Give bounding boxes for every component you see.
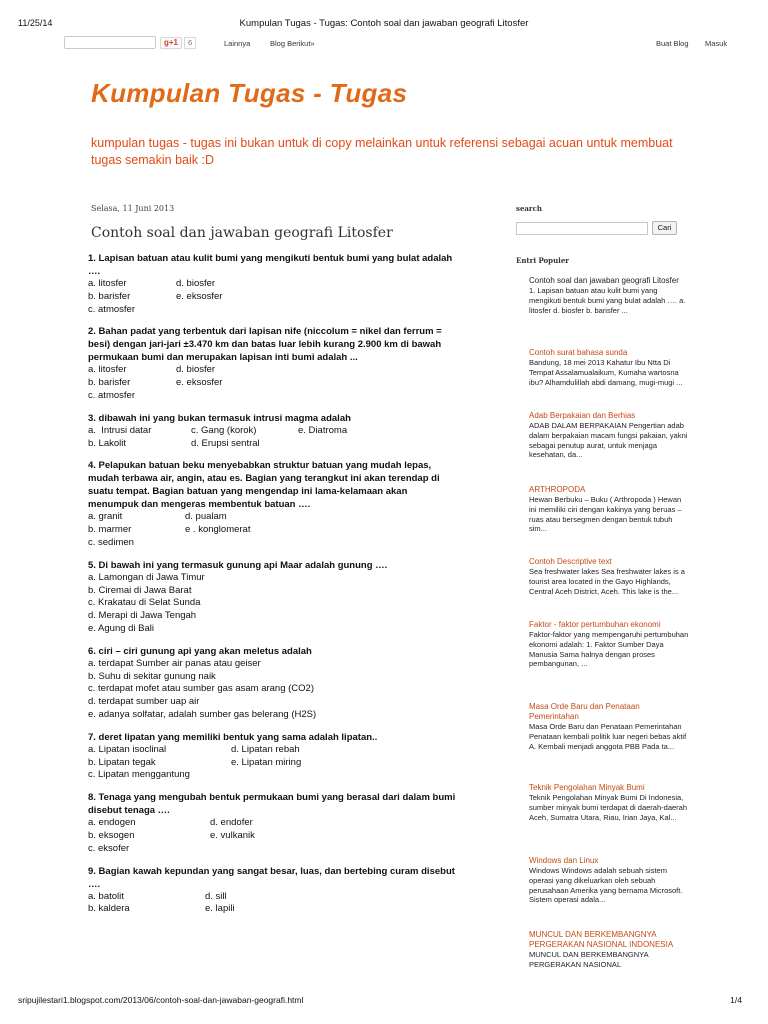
popular-post-item xyxy=(529,276,689,315)
answer-option: a. Lamongan di Jawa Timur xyxy=(88,571,205,583)
answer-option: d. sill xyxy=(205,890,227,902)
answer-option: c. sedimen xyxy=(88,536,134,548)
popular-post-item xyxy=(529,557,689,596)
popular-post-title-link[interactable]: Faktor - faktor pertumbuhan ekonomi xyxy=(529,620,661,629)
option-row xyxy=(88,891,458,904)
popular-post-snippet: ADAB DALAM BERPAKAIAN Pengertian adab dalam berpakaian macam fungsi pakaian, yakni sebagai penutup aurat, untuk menjaga kesehatan, da... xyxy=(529,421,688,460)
popular-post-title-link[interactable]: Contoh Descriptive text xyxy=(529,557,612,566)
option-row xyxy=(88,817,458,830)
answer-option: b. Lakolit xyxy=(88,437,127,449)
answer-option: d. biosfer xyxy=(176,364,216,376)
popular-post-item xyxy=(529,620,689,669)
answer-option: c. eksofer xyxy=(88,842,130,854)
sidebar-search-heading: search xyxy=(516,204,542,213)
answer-option: e. eksosfer xyxy=(176,377,223,389)
question-block xyxy=(88,252,458,316)
option-row xyxy=(88,572,458,585)
option-row xyxy=(88,843,458,856)
question-text: 8. Tenaga yang mengubah bentuk permukaan bumi yang berasal dari dalam bumi disebut tenaga …. xyxy=(88,792,456,817)
answer-option: e. lapili xyxy=(205,903,235,915)
blogger-navbar xyxy=(56,36,736,52)
answer-option: b. Lipatan tegak xyxy=(88,756,156,768)
answer-option: c. Gang (korok) xyxy=(191,424,257,436)
popular-post-title-link[interactable]: Windows dan Linux xyxy=(529,856,599,865)
popular-post-item xyxy=(529,930,689,970)
print-date: 11/25/14 xyxy=(18,18,53,28)
navbar-next-blog-link[interactable]: Blog Berikut» xyxy=(270,39,315,48)
answer-option: c. Krakatau di Selat Sunda xyxy=(88,597,201,609)
post-title[interactable]: Contoh soal dan jawaban geografi Litosfer xyxy=(91,225,393,241)
answer-option: c. Lipatan menggantung xyxy=(88,769,190,781)
question-block xyxy=(88,645,458,722)
option-row xyxy=(88,425,458,438)
question-text: 3. dibawah ini yang bukan termasuk intrusi magma adalah xyxy=(88,412,351,424)
popular-post-title-link[interactable]: Contoh surat bahasa sunda xyxy=(529,348,628,357)
answer-option: e . konglomerat xyxy=(185,524,251,536)
answer-option: a. litosfer xyxy=(88,364,127,376)
question-text: 7. deret lipatan yang memiliki bentuk yang sama adalah lipatan.. xyxy=(88,731,378,743)
question-text: 4. Pelapukan batuan beku menyebabkan struktur batuan yang mudah lepas, mudah terbawa air, angin, atau es. Bagian yang terangkut ini akan terendap di suatu tempat. Bagian batuan yang mengendap ini lama-kelamaan akan menumpuk dan mengeras membentuk batuan …. xyxy=(88,460,440,511)
question-block xyxy=(88,865,458,917)
answer-option: b. barisfer xyxy=(88,377,131,389)
option-row xyxy=(88,709,458,722)
answer-option: d. Merapi di Jawa Tengah xyxy=(88,610,197,622)
gplus-button[interactable]: g+1 xyxy=(160,37,182,49)
option-row xyxy=(88,830,458,843)
popular-post-item xyxy=(529,411,689,460)
answer-option: e. Lipatan miring xyxy=(231,756,302,768)
answer-option: d. terdapat sumber uap air xyxy=(88,696,200,708)
popular-posts-heading: Entri Populer xyxy=(516,256,569,265)
option-row xyxy=(88,585,458,598)
popular-post-title-link[interactable]: ARTHROPODA xyxy=(529,485,586,494)
popular-post-title-link[interactable]: Adab Berpakaian dan Berhias xyxy=(529,411,636,420)
post-body xyxy=(88,252,458,925)
answer-option: a. Intrusi datar xyxy=(88,424,152,436)
option-row xyxy=(88,744,458,757)
option-row xyxy=(88,610,458,623)
answer-option: e. eksosfer xyxy=(176,290,223,302)
print-page-title: Kumpulan Tugas - Tugas: Contoh soal dan jawaban geografi Litosfer xyxy=(239,18,529,29)
option-row xyxy=(88,377,458,390)
popular-post-snippet: Bandung, 18 mei 2013 Kahatur Ibu Ntta Di Tempat Assalamualaikum, Kumaha wartosna ibu? Alhamdulillah abdi damang, mugi-mugi ... xyxy=(529,358,683,387)
answer-option: c. atmosfer xyxy=(88,303,135,315)
question-block xyxy=(88,325,458,402)
popular-post-snippet: Masa Orde Baru dan Penataan Pemerintahan Penataan kembali politik luar negeri bebas aktif A. Kembali menjadi anggota PBB Pada ta... xyxy=(529,722,687,751)
option-row xyxy=(88,537,458,550)
blog-title[interactable]: Kumpulan Tugas - Tugas xyxy=(91,78,408,108)
popular-post-item xyxy=(529,702,689,751)
option-row xyxy=(88,597,458,610)
answer-option: a. terdapat Sumber air panas atau geiser xyxy=(88,657,261,669)
question-text: 6. ciri – ciri gunung api yang akan meletus adalah xyxy=(88,645,312,657)
option-row xyxy=(88,671,458,684)
option-row xyxy=(88,278,458,291)
answer-option: d. Erupsi sentral xyxy=(191,437,260,449)
navbar-sign-in-link[interactable]: Masuk xyxy=(705,39,728,48)
popular-post-title-link[interactable]: MUNCUL DAN BERKEMBANGNYA PERGERAKAN NASIONAL INDONESIA xyxy=(529,930,674,949)
option-row xyxy=(88,438,458,451)
answer-option: e. Agung di Bali xyxy=(88,622,155,634)
option-row xyxy=(88,304,458,317)
answer-option: b. eksogen xyxy=(88,829,135,841)
question-text: 2. Bahan padat yang terbentuk dari lapisan nife (niccolum = nikel dan ferrum = besi) dengan jari-jari ±3.470 km dan batas luar lebih kurang 2.900 km di bawah permukaan bumi dan merupakan lapisan inti bumi adalah ... xyxy=(88,326,442,364)
answer-option: e. vulkanik xyxy=(210,829,255,841)
popular-post-snippet: MUNCUL DAN BERKEMBANGNYA PERGERAKAN NASIONAL xyxy=(529,950,649,969)
option-row xyxy=(88,291,458,304)
option-row xyxy=(88,683,458,696)
popular-post-snippet: Sea freshwater lakes Sea freshwater lakes is a tourist area located in the Gayo Highlands, Central Aceh District, Aceh. This lake is the... xyxy=(529,567,685,596)
question-block xyxy=(88,731,458,782)
question-text: 5. Di bawah ini yang termasuk gunung api Maar adalah gunung …. xyxy=(88,559,388,571)
answer-option: e. Diatroma xyxy=(298,424,348,436)
popular-post-title-link[interactable]: Contoh soal dan jawaban geografi Litosfer xyxy=(529,276,679,285)
question-block xyxy=(88,412,458,451)
popular-post-snippet: Teknik Pengolahan Minyak Bumi Di Indonesia, sumber minyak bumi terdapat di daerah-daerah Aceh, Sumatra Utara, Riau, Irian Jaya, Kal... xyxy=(529,793,688,822)
popular-post-item xyxy=(529,783,689,822)
answer-option: a. Lipatan isoclinal xyxy=(88,743,167,755)
answer-option: a. granit xyxy=(88,511,123,523)
navbar-create-blog-link[interactable]: Buat Blog xyxy=(656,39,689,48)
popular-post-title-link[interactable]: Teknik Pengolahan Minyak Bumi xyxy=(529,783,645,792)
print-footer-url: sripujilestari1.blogspot.com/2013/06/contoh-soal-dan-jawaban-geografi.html xyxy=(18,995,304,1005)
popular-post-item xyxy=(529,348,689,387)
sidebar-search-input[interactable] xyxy=(516,222,648,235)
answer-option: c. terdapat mofet atau sumber gas asam arang (CO2) xyxy=(88,683,314,695)
option-row xyxy=(88,658,458,671)
question-text: 1. Lapisan batuan atau kulit bumi yang mengikuti bentuk bumi yang bulat adalah …. xyxy=(88,253,453,277)
answer-option: a. batolit xyxy=(88,890,124,902)
popular-post-snippet: Hewan Berbuku – Buku ( Arthropoda ) Hewan ini memiliki ciri dengan kakinya yang beruas – ruas atau bersegmen dengan bentuk tubuh sim... xyxy=(529,495,682,534)
question-block xyxy=(88,791,458,855)
question-block xyxy=(88,559,458,636)
gplus-count: 6 xyxy=(184,37,196,49)
option-row xyxy=(88,903,458,916)
popular-post-item xyxy=(529,856,689,905)
option-row xyxy=(88,623,458,636)
question-block xyxy=(88,459,458,549)
popular-post-snippet: Windows Windows adalah sebuah sistem operasi yang dikeluarkan oleh sebuah perusahaan Amerika yang bernama Microsoft. Sistem operasi adala... xyxy=(529,866,683,905)
blog-description: kumpulan tugas - tugas ini bukan untuk di copy melainkan untuk referensi sebagai acuan untuk membuat tugas semakin baik :D xyxy=(91,136,673,167)
answer-option: e. adanya solfatar, adalah sumber gas belerang (H2S) xyxy=(88,708,317,720)
option-row xyxy=(88,364,458,377)
print-page-number: 1/4 xyxy=(730,995,742,1005)
answer-option: a. endogen xyxy=(88,817,136,829)
answer-option: a. litosfer xyxy=(88,278,127,289)
popular-post-snippet: 1. Lapisan batuan atau kulit bumi yang mengikuti bentuk bumi yang bulat adalah …. a. litosfer d. biosfer b. barisfer ... xyxy=(529,286,686,315)
answer-option: b. barisfer xyxy=(88,290,131,302)
answer-option: d. pualam xyxy=(185,511,227,523)
option-row xyxy=(88,769,458,782)
popular-post-title-link[interactable]: Masa Orde Baru dan Penataan Pemerintahan xyxy=(529,702,640,721)
popular-post-item xyxy=(529,485,689,534)
option-row xyxy=(88,757,458,770)
answer-option: d. Lipatan rebah xyxy=(231,743,300,755)
answer-option: c. atmosfer xyxy=(88,389,135,401)
answer-option: b. kaldera xyxy=(88,903,130,915)
answer-option: b. marmer xyxy=(88,524,132,536)
navbar-search-input[interactable] xyxy=(64,36,156,49)
option-row xyxy=(88,390,458,403)
answer-option: d. endofer xyxy=(210,817,253,829)
option-row xyxy=(88,511,458,524)
navbar-more-link[interactable]: Lainnya xyxy=(224,39,251,48)
question-text: 9. Bagian kawah kepundan yang sangat besar, luas, dan bertebing curam disebut …. xyxy=(88,865,455,890)
post-date: Selasa, 11 Juni 2013 xyxy=(91,204,175,213)
option-row xyxy=(88,524,458,537)
answer-option: b. Suhu di sekitar gunung naik xyxy=(88,670,216,682)
answer-option: d. biosfer xyxy=(176,278,216,289)
sidebar-search-button[interactable]: Cari xyxy=(652,221,677,235)
popular-post-snippet: Faktor-faktor yang mempengaruhi pertumbuhan ekonomi adalah: 1. Faktor Sumber Daya Manusia Sama halnya dengan proses pembangunan, ... xyxy=(529,630,689,669)
answer-option: b. Ciremai di Jawa Barat xyxy=(88,584,192,596)
option-row xyxy=(88,696,458,709)
